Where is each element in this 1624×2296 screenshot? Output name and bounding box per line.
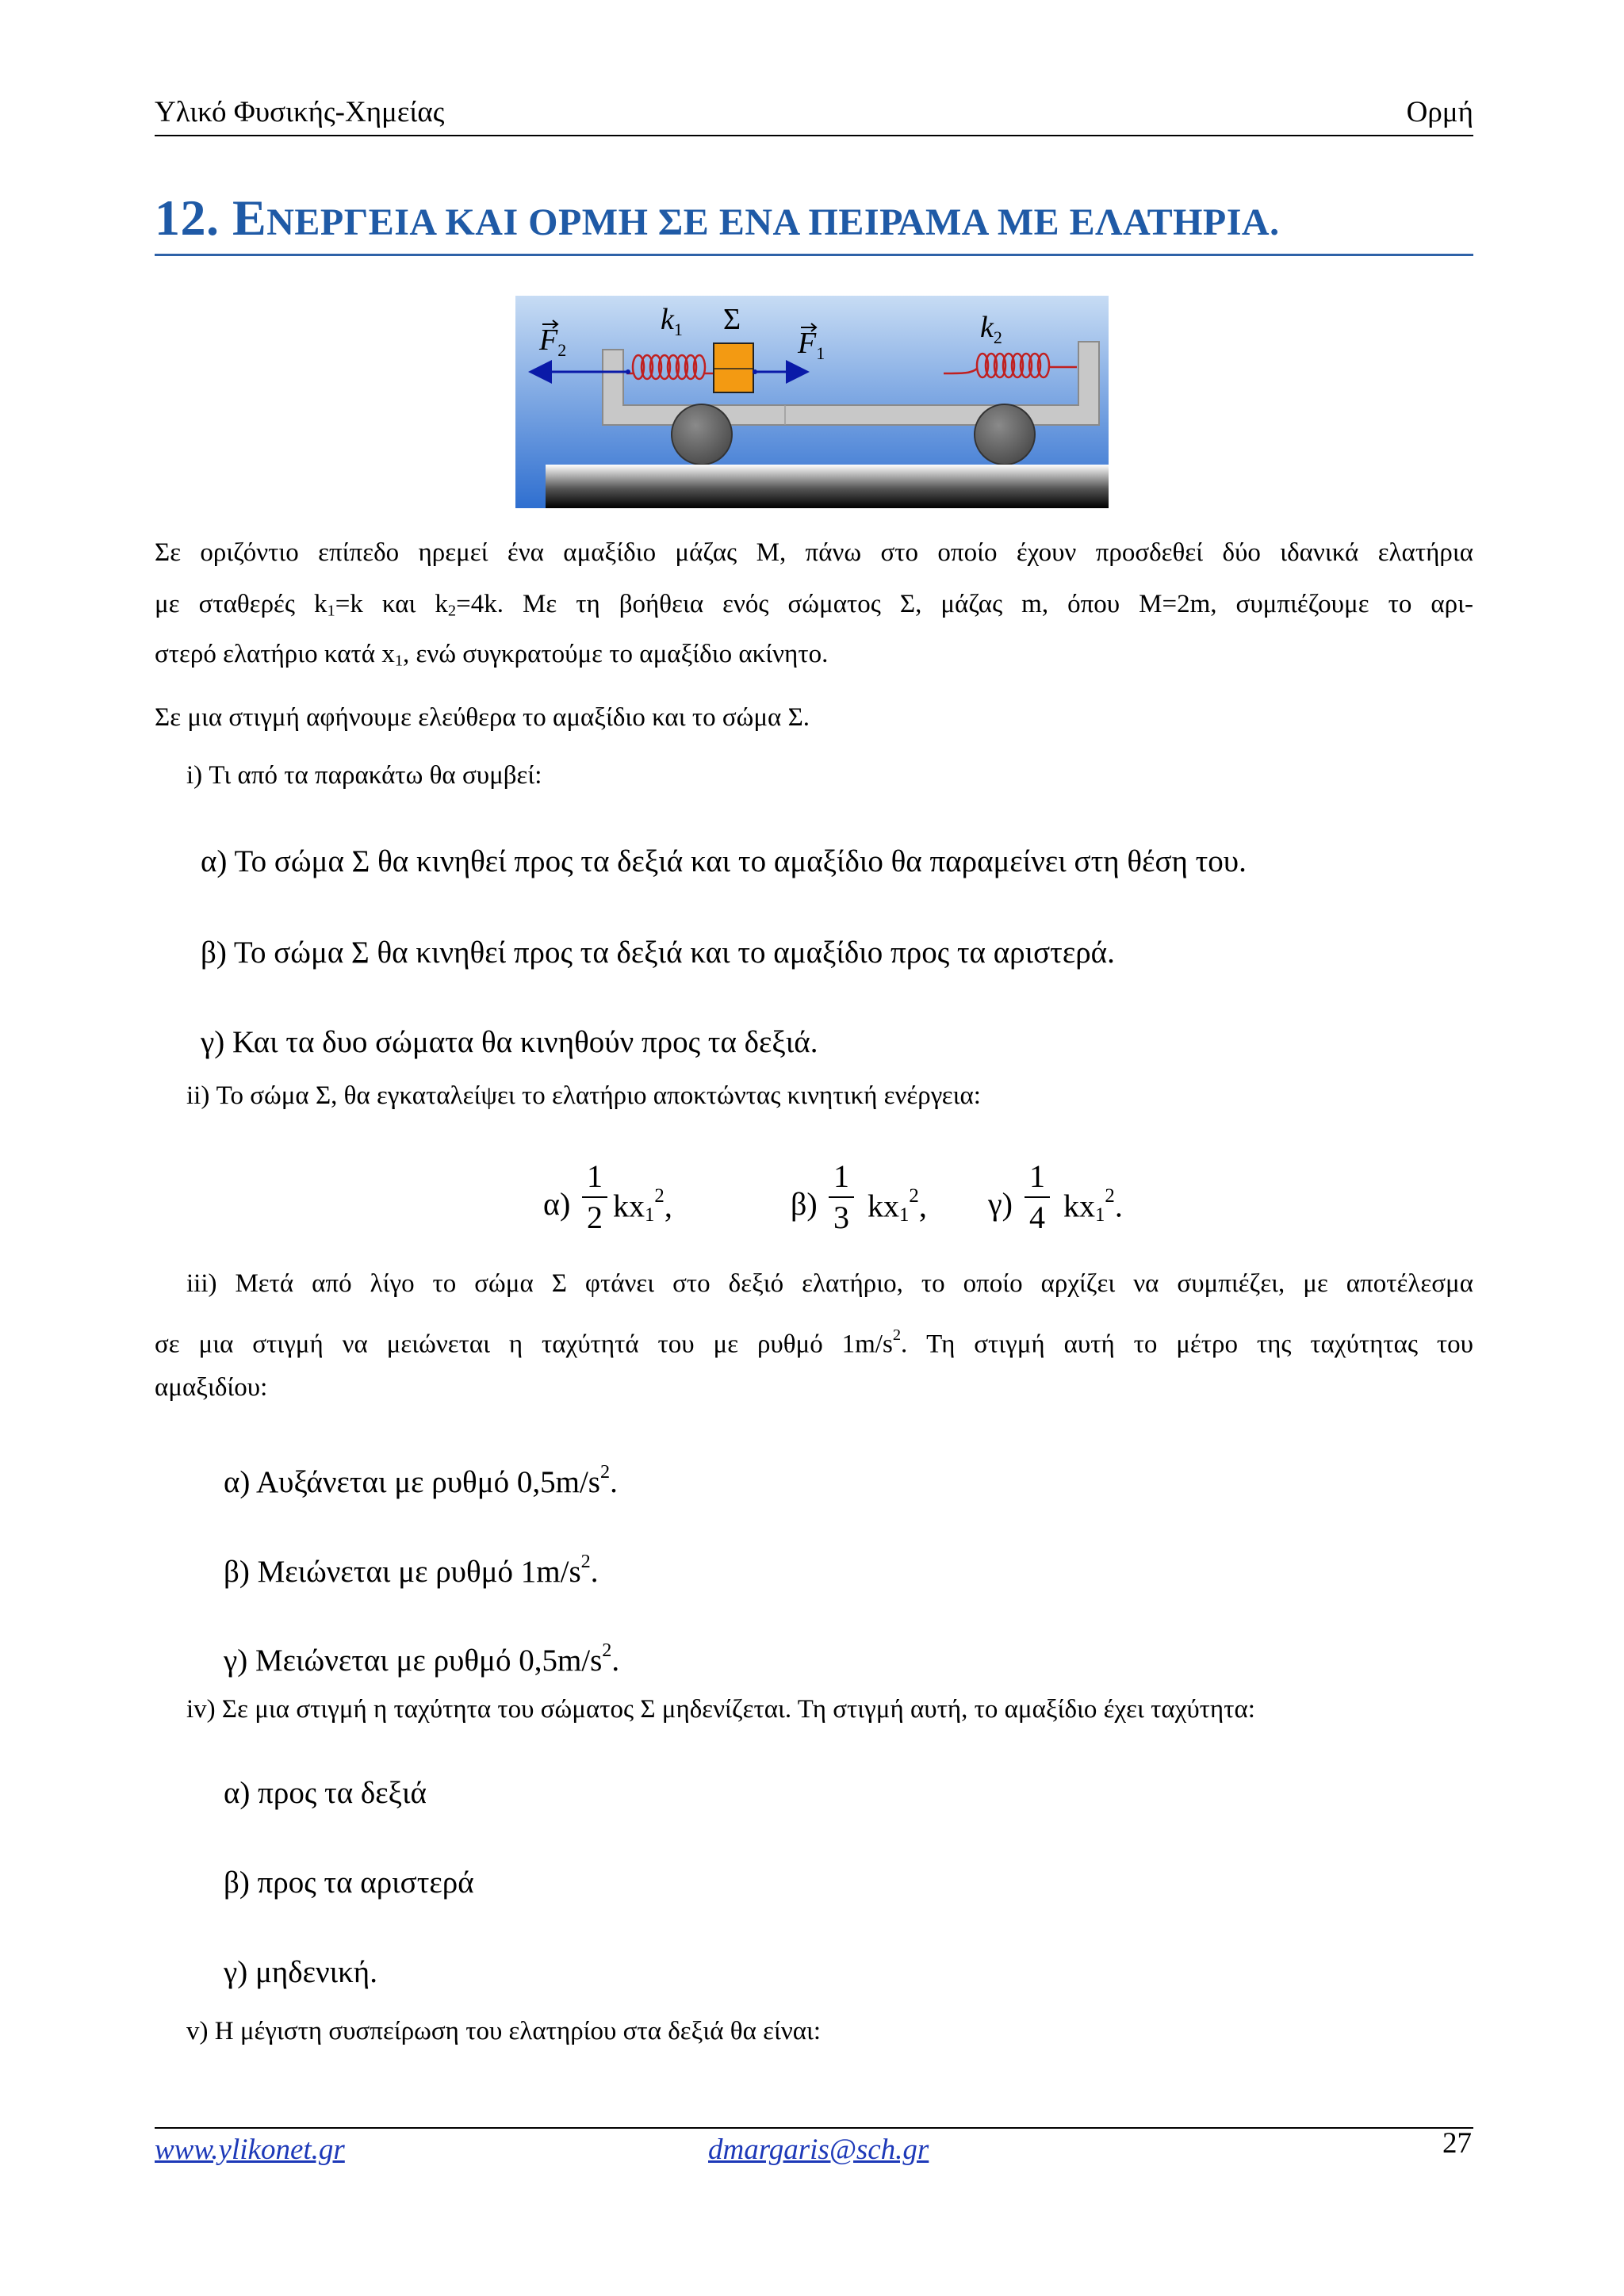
question-i: i) Τι από τα παρακάτω θα συμβεί: xyxy=(186,761,542,790)
q2-b-label: β) xyxy=(791,1186,818,1222)
question-ii: ii) Το σώμα Σ, θα εγκαταλείψει το ελατήριο αποκτώντας κινητική ενέργεια: xyxy=(186,1081,981,1110)
cart-wheel-left xyxy=(672,404,732,465)
intro-line-4: Σε μια στιγμή αφήνουμε ελεύθερα το αμαξίδιο και το σώμα Σ. xyxy=(155,703,810,732)
q4-option-a: α) προς τα δεξιά xyxy=(224,1776,427,1810)
q1-option-a: α) Το σώμα Σ θα κινηθεί προς τα δεξιά και το αμαξίδιο θα παραμείνει στη θέση του. xyxy=(201,844,1247,878)
label-k1: $k_1$ xyxy=(661,303,683,339)
intro-line-2: με σταθερές $k_1=k$ και $k_2=4k$. Με τη βοήθεια ενός σώματος Σ, μάζας m, όπου Μ=2m, συμπιέζουμε το αρι- xyxy=(155,590,1473,620)
q3-option-c: γ) Μειώνεται με ρυθμό $0,5m/s^2$. xyxy=(224,1640,620,1678)
q3-option-a: α) Αυξάνεται με ρυθμό $0,5m/s^2$. xyxy=(224,1461,618,1500)
label-F1: $F_1$ xyxy=(798,327,825,363)
q4-option-c: γ) μηδενική. xyxy=(224,1955,377,1989)
title-underline xyxy=(155,254,1473,256)
question-iii-line-1: iii) Μετά από λίγο το σώμα Σ φτάνει στο δεξιό ελατήριο, το οποίο αρχίζει να συμπιέζει, με αποτέλεσμα xyxy=(186,1269,1473,1298)
section-title: 12. ΕΝΕΡΓΕΙΑ ΚΑΙ ΟΡΜΗ ΣΕ ΕΝΑ ΠΕΙΡΑΜΑ ΜΕ ΕΛΑΤΗΡΙΑ. xyxy=(155,189,1280,246)
q1-option-b: β) Το σώμα Σ θα κινηθεί προς τα δεξιά και το αμαξίδιο προς τα αριστερά. xyxy=(201,936,1115,970)
footer-website-link[interactable]: www.ylikonet.gr xyxy=(155,2133,345,2166)
label-k2: $k_2$ xyxy=(980,311,1002,347)
ground xyxy=(546,465,1109,508)
block-sigma xyxy=(714,343,753,392)
question-v: v) Η μέγιστη συσπείρωση του ελατηρίου στα δεξιά θα είναι: xyxy=(186,2017,822,2045)
section-number: 12. xyxy=(155,189,232,246)
header-divider xyxy=(155,135,1473,136)
q4-option-b: β) προς τα αριστερά xyxy=(224,1866,474,1900)
question-iii-line-3: αμαξιδίου: xyxy=(155,1373,268,1402)
header-topic: Ορμή xyxy=(1406,96,1473,128)
q2-a-fraction: 1 2 xyxy=(582,1159,607,1235)
question-iii-line-2: σε μια στιγμή να μειώνεται η ταχύτητά του με ρυθμό $1m/s^2$. Τη στιγμή αυτή το μέτρο της ταχύτητας του xyxy=(155,1326,1473,1359)
q2-a-label: α) xyxy=(543,1186,571,1222)
footer-divider xyxy=(155,2127,1473,2129)
intro-line-3: στερό ελατήριο κατά $x_1$, ενώ συγκρατούμε το αμαξίδιο ακίνητο. xyxy=(155,640,829,670)
question-iv: iv) Σε μια στιγμή η ταχύτητα του σώματος Σ μηδενίζεται. Τη στιγμή αυτή, το αμαξίδιο έχει ταχύτητα: xyxy=(186,1695,1255,1724)
intro-line-1: Σε οριζόντιο επίπεδο ηρεμεί ένα αμαξίδιο μάζας Μ, πάνω στο οποίο έχουν προσδεθεί δύο ιδανικά ελατήρια xyxy=(155,538,1473,567)
q2-c-fraction: 1 4 xyxy=(1025,1159,1050,1235)
q2-b-fraction: 1 3 xyxy=(829,1159,854,1235)
header-subject: Υλικό Φυσικής-Χημείας xyxy=(155,96,445,128)
q2-c-expr: $kx_1^2$. xyxy=(1063,1185,1123,1226)
q2-a-expr: $kx_1^2$, xyxy=(613,1185,672,1226)
footer-email-link[interactable]: dmargaris@sch.gr xyxy=(708,2133,929,2166)
q3-option-b: β) Μειώνεται με ρυθμό $1m/s^2$. xyxy=(224,1551,599,1590)
page-number: 27 xyxy=(1442,2127,1472,2160)
cart-wheel-right xyxy=(975,404,1035,465)
label-F2: $F_2$ xyxy=(539,323,567,360)
label-sigma: Σ xyxy=(723,303,741,336)
q2-b-expr: $kx_1^2$, xyxy=(868,1185,927,1226)
q1-option-c: γ) Και τα δυο σώματα θα κινηθούν προς τα δεξιά. xyxy=(201,1025,818,1059)
cart-springs-diagram xyxy=(515,296,1109,508)
q2-c-label: γ) xyxy=(988,1186,1013,1222)
